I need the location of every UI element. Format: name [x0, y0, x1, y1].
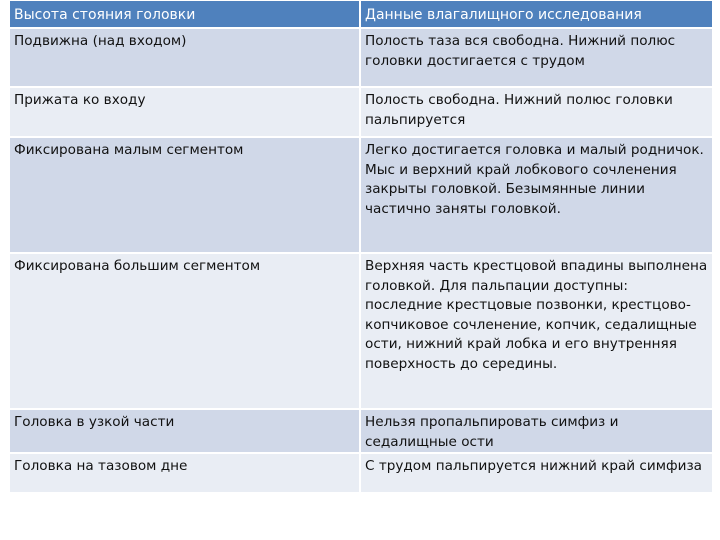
cell-head-position: Фиксирована малым сегментом	[10, 137, 360, 253]
cell-head-position: Фиксирована большим сегментом	[10, 253, 360, 409]
cell-exam-findings: Полость свободна. Нижний полюс головки пальпируется	[360, 87, 712, 137]
table-row	[10, 453, 712, 493]
header-vaginal-exam-findings: Данные влагалищного исследования	[360, 1, 712, 28]
head-position-table	[10, 1, 712, 494]
cell-head-position: Головка в узкой части	[10, 409, 360, 453]
header-head-position: Высота стояния головки	[10, 1, 360, 28]
cell-exam-findings: Легко достигается головка и малый родничок. Мыс и верхний край лобкового сочленения закрыты головкой. Безымянные линии частично заняты головкой.	[360, 137, 712, 253]
cell-exam-findings: Верхняя часть крестцовой впадины выполнена головкой. Для пальпации доступны: последние крестцовые позвонки, крестцово-копчиковое сочленение, копчик, седалищные ости, нижний край лобка и его внутренняя поверхность до середины.	[360, 253, 712, 409]
table-row	[10, 28, 712, 87]
table-header-row	[10, 1, 712, 28]
table-row	[10, 87, 712, 137]
cell-exam-findings: Полость таза вся свободна. Нижний полюс головки достигается с трудом	[360, 28, 712, 87]
table-row	[10, 409, 712, 453]
table-row	[10, 137, 712, 253]
cell-exam-findings: С трудом пальпируется нижний край симфиза	[360, 453, 712, 493]
cell-head-position: Подвижна (над входом)	[10, 28, 360, 87]
cell-head-position: Прижата ко входу	[10, 87, 360, 137]
table-row	[10, 253, 712, 409]
cell-head-position: Головка на тазовом дне	[10, 453, 360, 493]
cell-exam-findings: Нельзя пропальпировать симфиз и седалищные ости	[360, 409, 712, 453]
